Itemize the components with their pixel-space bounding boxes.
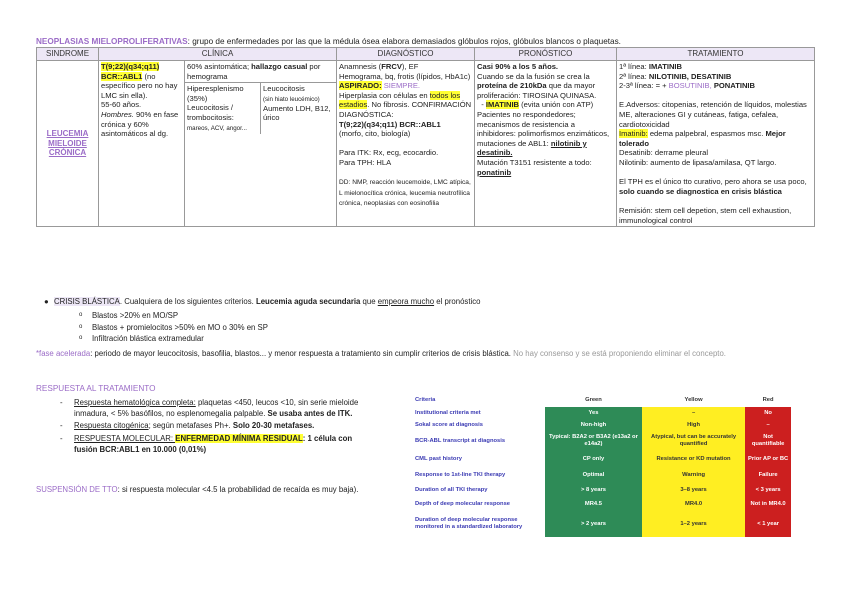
- prono-l3: Pacientes no respondedores; mecanismos de resistencia a inhibidores: polimorfismos enzimáticos, mutaciones de ABL1:: [477, 109, 610, 148]
- table-row: [413, 467, 791, 483]
- crit-green: Typical: B2A2 or B3A2 (e13a2 or e14a2): [545, 431, 642, 451]
- list-item: [58, 420, 374, 431]
- respuesta-list: [58, 397, 374, 456]
- prono-l4b: ponatinib: [477, 167, 512, 177]
- list-item: o Blastos + promielocitos >50% en MO o 30% en SP: [79, 322, 268, 332]
- suspension-title: SUSPENSIÓN DE TTO: [36, 485, 118, 494]
- fase-grey: No hay consenso y se está proponiendo eliminar el concepto.: [513, 349, 726, 358]
- diag-itk: Para ITK: Rx, ecg, ecocardio.: [339, 148, 439, 158]
- translocation: T(9;22)(q34;q11): [101, 62, 160, 71]
- intro-line: [36, 37, 816, 46]
- genetica-text: (no específico pero no hay LMC sin ella).: [101, 71, 178, 100]
- list-item: o Blastos >20% en MO/SP: [79, 311, 179, 320]
- crit-green: CP only: [545, 451, 642, 467]
- table-row: [413, 451, 791, 467]
- table-row: [413, 419, 791, 431]
- crit-red: Not quantifiable: [745, 431, 791, 451]
- crisis-text1: . Cualquiera de los siguientes criterios.: [119, 297, 256, 306]
- ages: 55-60 años.: [101, 100, 142, 110]
- prono-imatinib: IMATINIB: [485, 100, 520, 110]
- prono-l2a: Cuando se da la fusión se crea la: [477, 71, 590, 81]
- prono-evita: (evita unión con ATP): [519, 100, 594, 110]
- suspension-text: : si respuesta molecular <4.5 la probabilidad de recaída es muy baja).: [117, 485, 359, 494]
- trat-ima2: edema palpebral, espasmos msc.: [647, 129, 766, 139]
- resp-i3c: : 1 célula con fusión BCR:ABL1 en 10.000 (0,01%): [74, 433, 353, 454]
- clinica-left: [185, 83, 261, 134]
- prono-l2c: que da mayor proliferación: TIROSINA QUINASA.: [477, 81, 597, 100]
- crit-yellow: Warning: [642, 467, 745, 483]
- crit-green: > 8 years: [545, 483, 642, 497]
- leuco2-small: (sin hiato leucémico): [263, 95, 320, 103]
- hiperesplenismo: Hiperesplenismo (35%): [187, 84, 244, 103]
- crit-green: Yes: [545, 407, 642, 419]
- diag-siempre: SIEMPRE.: [381, 81, 421, 91]
- clinica-top-b: hallazgo casual: [251, 62, 308, 71]
- header-pronostico: PRONÓSTICO: [475, 48, 617, 61]
- crit-label: Sokal score at diagnosis: [413, 419, 545, 431]
- diag-l3b: todos los estadios: [339, 90, 461, 110]
- crisis-bold: Leucemia aguda secundaria: [255, 297, 361, 306]
- header-clinica: CLÍNICA: [99, 48, 337, 61]
- crisis-empeora: empeora mucho: [377, 297, 435, 306]
- fase-title: *fase acelerada: [36, 349, 91, 358]
- cell-clinica: [185, 61, 337, 227]
- row-name: LEUCEMIA MIELOIDE CRÓNICA: [37, 61, 99, 227]
- crisis-item-2: Blastos + promielocitos >50% en MO o 30% en SP: [92, 322, 268, 332]
- trat-l2a: 2ª línea:: [619, 71, 649, 81]
- crit-green: > 2 years: [545, 511, 642, 537]
- diag-l1a: Anamnesis (: [339, 62, 382, 71]
- cell-diagnostico: [337, 61, 475, 227]
- crit-green: Non-high: [545, 419, 642, 431]
- crit-label: Institutional criteria met: [413, 407, 545, 419]
- clinica-inner: [185, 82, 336, 133]
- resp-i3a: RESPUESTA MOLECULAR:: [74, 433, 176, 443]
- diag-aspirado: ASPIRADO:: [339, 81, 382, 91]
- diag-l3a: Hiperplasia con células en: [339, 90, 430, 100]
- table-row: [413, 511, 791, 537]
- list-item: [58, 397, 374, 419]
- leucocitosis: Leucocitosis / trombocitosis:: [187, 103, 234, 122]
- crit-label: Response to 1st-line TKI therapy: [413, 467, 545, 483]
- clinica-top-a: 60% asintomática;: [187, 62, 252, 71]
- resp-i1c: Se usaba antes de ITK.: [267, 409, 353, 419]
- crit-yellow: 3–8 years: [642, 483, 745, 497]
- resp-i1b: plaquetas <450, leucos <10, sin serie mieloide inmadura, < 5% basófilos, no esplenomegalia palpable.: [74, 398, 359, 419]
- resp-i3b: ENFERMEDAD MÍNIMA RESIDUAL: [175, 433, 303, 443]
- crit-red: Not in MR4.0: [745, 497, 791, 511]
- diag-trans: T(9;22)(q34;q11) BCR::ABL1: [339, 119, 441, 129]
- trat-nilo: Nilotinib: aumento de lipasa/amilasa, QT largo.: [619, 157, 777, 167]
- diag-l1b: FRCV: [381, 62, 402, 71]
- diag-l1c: ), EF: [401, 62, 419, 71]
- hombres: Hombres.: [101, 109, 134, 119]
- crit-red: No: [745, 407, 791, 419]
- crit-red: Failure: [745, 467, 791, 483]
- header-diagnostico: DIAGNÓSTICO: [337, 48, 475, 61]
- bullet-dot: ●: [44, 297, 49, 306]
- header-tratamiento: TRATAMIENTO: [617, 48, 815, 61]
- crit-label: CML past history: [413, 451, 545, 467]
- trat-desa: Desatinib: derrame pleural: [619, 148, 709, 158]
- crisis-title: CRISIS BLÁSTICA: [54, 297, 120, 306]
- diag-l2: Hemograma, bq, frotis (lípidos, HbA1c): [339, 71, 471, 81]
- diag-confirm: CONFIRMACIÓN DIAGNÓSTICA:: [339, 100, 472, 119]
- crisis-text3: el pronóstico: [434, 297, 481, 306]
- cell-tratamiento: [617, 61, 815, 227]
- crisis-item-1: Blastos >20% en MO/SP: [92, 311, 179, 320]
- crit-yellow: MR4.0: [642, 497, 745, 511]
- leucocitosis-2: Leucocitosis: [263, 84, 305, 94]
- main-table: [36, 47, 815, 227]
- clinica-top: [185, 61, 336, 82]
- crit-label: BCR-ABL transcript at diagnosis: [413, 431, 545, 451]
- trat-remision: Remisión: stem cell depetion, stem cell exhaustion, immunological control: [619, 205, 792, 225]
- trat-l3a: 2-3ª línea: = +: [619, 81, 669, 91]
- diag-morfo: (morfo, cito, biología): [339, 129, 411, 139]
- crit-label: Duration of all TKI therapy: [413, 483, 545, 497]
- crit-label: Depth of deep molecular response: [413, 497, 545, 511]
- table-row-lmc: [37, 61, 815, 227]
- criteria-table: [413, 393, 791, 537]
- crit-h-criteria: Criteria: [413, 393, 545, 407]
- crit-yellow: –: [642, 407, 745, 419]
- trat-l2b: NILOTINIB, DESATINIB: [648, 71, 732, 81]
- crit-red: < 1 year: [745, 511, 791, 537]
- crit-red: < 3 years: [745, 483, 791, 497]
- crit-h-yellow: Yellow: [684, 396, 703, 403]
- header-sindrome: SINDROME: [37, 48, 99, 61]
- prono-l3b: nilotinib y desatinib.: [477, 138, 587, 158]
- table-header-row: [37, 48, 815, 61]
- list-item: [58, 433, 374, 455]
- pct-text: 90% en fase crónica y 60% asintomáticos al dg.: [101, 109, 179, 139]
- table-row: [413, 497, 791, 511]
- trat-tph2: solo cuando se diagnostica en crisis blástica: [619, 186, 782, 196]
- crisis-items: [79, 310, 268, 345]
- list-item: o Infiltración blástica extramedular: [79, 334, 204, 344]
- table-row: [413, 483, 791, 497]
- trat-l3b: BOSUTINIB,: [668, 81, 714, 91]
- diag-dd: DD: NMP, reacción leucemoide, LMC atípica, L mielonocítica crónica, leucemia neutrofílica crónica, neoplasias con eosinofilia: [339, 179, 471, 207]
- cell-pronostico: Casi 90% a los 5 años. Cuando se da la fusión se crea la proteína de 210kDa que da mayor proliferación: TIROSINA QUINASA. - IMATINIB (evita unión con ATP) Pacientes no respondedores; mecanismos de resistencia a inhibidores: polimorfismos enzimáticos, mutaciones de ABL1: nilotinib y desatinib. Mutación T3151 resistente a todo: ponatinib: [475, 61, 617, 227]
- resp-i2c: Solo 20-30 metafases.: [232, 421, 315, 431]
- crisis-line: [44, 297, 814, 306]
- crisis-item-3: Infiltración blástica extramedular: [92, 334, 204, 344]
- table-row: [413, 407, 791, 419]
- fase-acelerada: [36, 348, 816, 360]
- crit-yellow: High: [642, 419, 745, 431]
- resp-i1a: Respuesta hematológica completa:: [74, 398, 196, 407]
- intro-text: : grupo de enfermedades por las que la médula ósea elabora demasiados glóbulos rojos, glóbulos blancos o plaquetas.: [187, 37, 621, 46]
- resp-i2b: ; según metafases Ph+.: [148, 421, 233, 431]
- bcr-abl: BCR::ABL1: [101, 71, 143, 81]
- crit-yellow: 1–2 years: [642, 511, 745, 537]
- clinica-top-c: por hemograma: [187, 62, 321, 81]
- trat-l3c: PONATINIB: [713, 81, 756, 91]
- cell-genetica: [99, 61, 185, 227]
- crit-red: Prior AP or BC: [745, 451, 791, 467]
- diag-l3c: . No fibrosis.: [367, 100, 412, 110]
- trat-tph: El TPH es el único tto curativo, pero ahora se usa poco,: [619, 177, 807, 187]
- trat-l1b: IMATINIB: [648, 62, 683, 71]
- resp-i2a: Respuesta citogénica: [74, 421, 149, 431]
- trat-ima: Imatinib:: [619, 129, 648, 139]
- crit-green: MR4.5: [545, 497, 642, 511]
- table-row: [413, 431, 791, 451]
- leuco-small: mareos, ACV, angor...: [187, 124, 247, 132]
- crit-yellow: Resistance or KD mutation: [642, 451, 745, 467]
- respuesta-title: RESPUESTA AL TRATAMIENTO: [36, 384, 156, 393]
- aumento: Aumento LDH, B12, úrico: [263, 103, 331, 123]
- suspension: [36, 484, 381, 496]
- intro-title: NEOPLASIAS MIELOPROLIFERATIVAS: [36, 37, 188, 46]
- crit-red: –: [745, 419, 791, 431]
- crit-yellow: Atypical, but can be accurately quantified: [642, 431, 745, 451]
- crit-h-red: Red: [762, 396, 774, 403]
- crit-green: Optimal: [545, 467, 642, 483]
- prono-l1: Casi 90% a los 5 años.: [477, 62, 559, 71]
- fase-text: : periodo de mayor leucocitosis, basofilia, blastos... y menor respuesta a tratamiento sin cumplir criterios de crisis blástica.: [90, 349, 514, 358]
- criteria-header: [413, 393, 791, 407]
- clinica-right: [261, 83, 337, 134]
- trat-adv: E.Adversos: citopenias, retención de líquidos, molestias ME, alteraciones GI y cutáneas, fatiga, cefalea, cardiotoxicidad: [619, 100, 807, 129]
- trat-mejor: Mejor tolerado: [619, 129, 786, 148]
- prono-l4: Mutación T3151 resistente a todo:: [477, 157, 592, 167]
- crit-label: Duration of deep molecular response monitored in a standardized laboratory: [413, 511, 545, 537]
- crisis-text2: que: [360, 297, 378, 306]
- trat-l1a: 1ª línea:: [619, 62, 649, 71]
- prono-l2b: proteína de 210kDa: [477, 81, 547, 91]
- diag-tph: Para TPH: HLA: [339, 157, 392, 167]
- crit-h-green: Green: [585, 396, 602, 403]
